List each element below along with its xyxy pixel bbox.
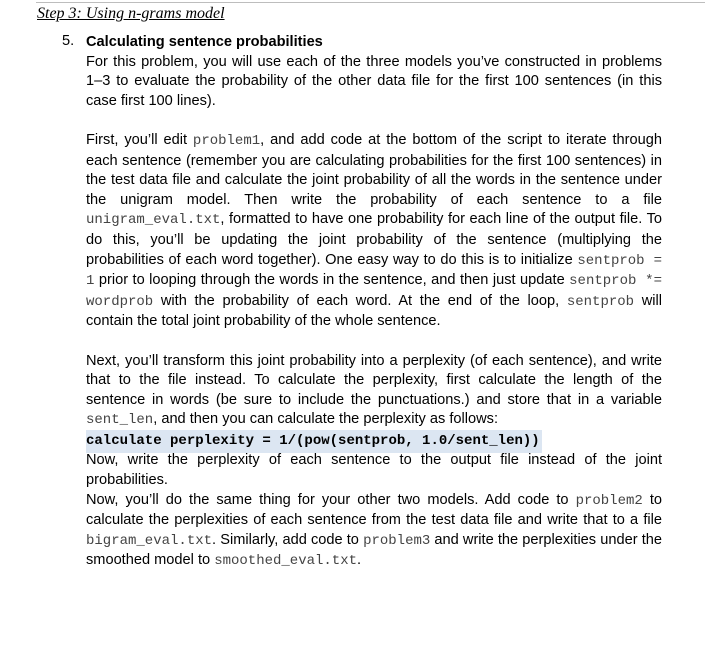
code-unigram-eval: unigram_eval.txt bbox=[86, 212, 221, 229]
paragraph-other-models bbox=[86, 491, 662, 572]
code-sentprob: sentprob bbox=[566, 293, 635, 310]
formula-line bbox=[86, 431, 662, 452]
item-number: 5. bbox=[62, 33, 75, 49]
code-smoothed-eval: smoothed_eval.txt bbox=[214, 553, 358, 570]
top-border-line bbox=[36, 2, 705, 3]
code-problem2: problem2 bbox=[575, 492, 643, 509]
intro-paragraph: For this problem, you will use each of the three models you’ve constructed in problems 1–3 to evaluate the probability of the other data file for the first 100 sentences (in this case first 100 lines). bbox=[86, 53, 662, 109]
item-title: Calculating sentence probabilities bbox=[86, 34, 323, 50]
code-sent-len: sent_len bbox=[86, 412, 154, 429]
text-run: and write the perplexities under the smoothed model to bbox=[86, 531, 662, 569]
code-bigram-eval: bigram_eval.txt bbox=[86, 532, 213, 549]
code-problem3: problem3 bbox=[363, 532, 431, 549]
item-content bbox=[86, 33, 662, 572]
text-run: Next, you’ll transform this joint probability into a perplexity (of each sentence), and write that to the file instead. To calculate the perplexity, first calculate the length of the sentence in words (be sure to include the punctuations.) and store that in a variable bbox=[86, 352, 662, 408]
code-sentprob-init: sentprob = 1 bbox=[86, 252, 663, 290]
text-run: , and add code at the bottom of the script to iterate through each sentence (remember you are calculating probabilities for the first 100 sentences) in the test data file and calculate the joint probability of all the words in the sentence under the unigram model. Then write the probability of each sentence to a file bbox=[86, 131, 662, 208]
code-sentprob-update: sentprob *= wordprob bbox=[86, 273, 662, 310]
paragraph-write-perplexity: Now, write the perplexity of each sentence to the output file instead of the joint probabilities. bbox=[86, 452, 662, 489]
text-run: with the probability of each word. At the end of the loop, bbox=[153, 292, 567, 309]
text-run: prior to looping through the words in the sentence, and then just update bbox=[94, 272, 570, 289]
text-run: , and then you can calculate the perplexity as follows: bbox=[153, 411, 498, 428]
text-run: , formatted to have one probability for each line of the output file. To do this, you’ll be updating the joint probability of the sentence (multiplying the probabilities of each word together). One easy way to do this is to initialize bbox=[86, 211, 662, 268]
text-run: Now, you’ll do the same thing for your other two models. Add code to bbox=[86, 491, 576, 508]
text-run: First, you’ll edit bbox=[86, 131, 193, 148]
text-run: to calculate the perplexities of each sentence from the test data file and write that to a file bbox=[86, 491, 662, 529]
text-run: . bbox=[357, 552, 362, 569]
step-heading: Step 3: Using n-grams model bbox=[37, 5, 225, 22]
paragraph-perplexity bbox=[86, 352, 662, 431]
text-run: . Similarly, add code to bbox=[212, 531, 364, 548]
text-run: will contain the total joint probability of the whole sentence. bbox=[86, 292, 662, 330]
code-problem1: problem1 bbox=[192, 132, 261, 149]
code-formula: calculate perplexity = 1/(pow(sentprob, 1.0/sent_len)) bbox=[86, 430, 542, 453]
paragraph-edit-problem1 bbox=[86, 131, 662, 332]
